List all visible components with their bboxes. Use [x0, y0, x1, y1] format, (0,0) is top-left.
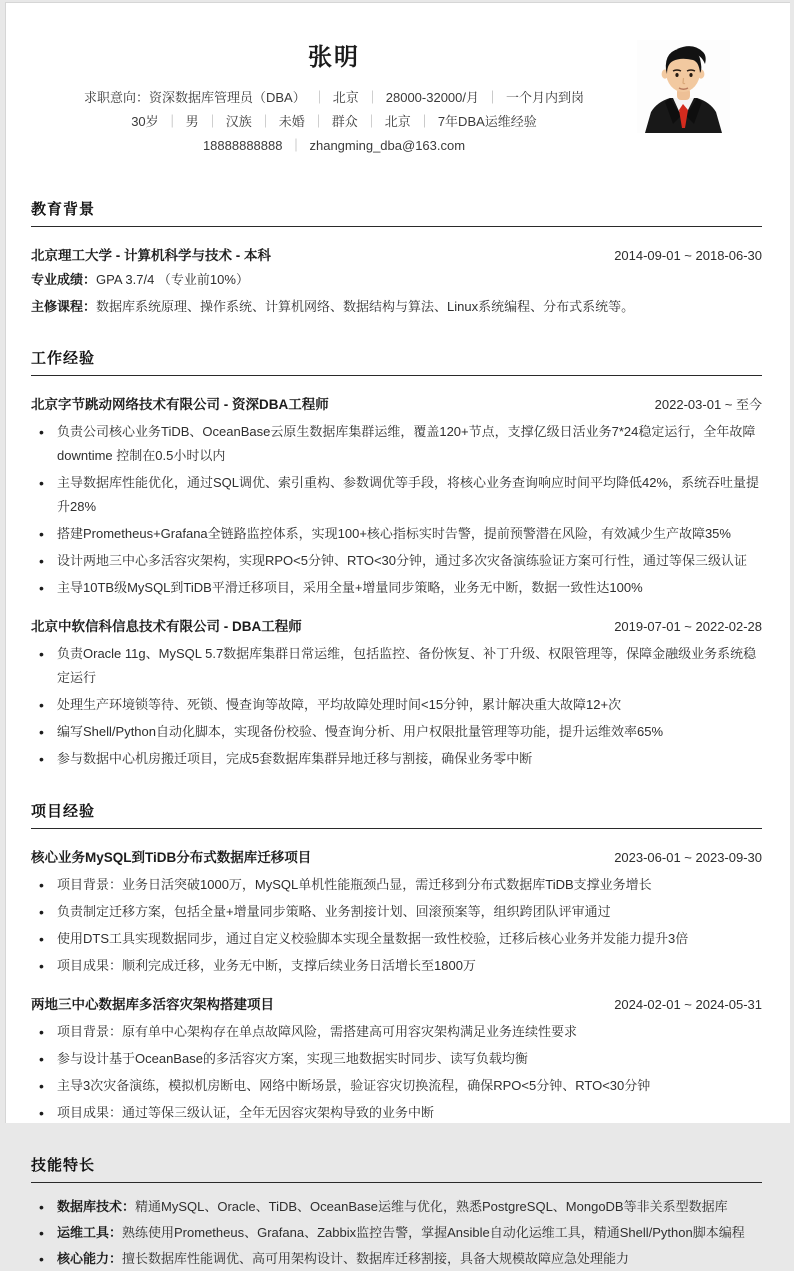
- section-skills: [31, 1154, 762, 1271]
- personal-info-line: [31, 110, 637, 134]
- job-bullet: • 参与数据中心机房搬迁项目，完成5套数据库集群异地迁移与割接，确保业务零中断: [31, 747, 762, 771]
- section-title-skills: 技能特长: [31, 1157, 96, 1174]
- job-bullet: • 搭建Prometheus+Grafana全链路监控体系，实现100+核心指标实时告警，提前预警潜在风险，有效减少生产故障35%: [31, 522, 762, 546]
- contact-line: [31, 134, 637, 158]
- email-address: zhangming_dba@163.com: [309, 138, 466, 153]
- skills-bullet-list: [31, 1195, 762, 1271]
- separator: ｜: [289, 138, 303, 153]
- avatar-illustration: [637, 40, 730, 133]
- school-degree-line: 北京理工大学 - 计算机科学与技术 - 本科: [31, 248, 271, 263]
- candidate-name: 张明: [308, 44, 360, 71]
- project-bullet: • 项目成果：通过等保三级认证，全年无因容灾架构导致的业务中断: [31, 1101, 762, 1125]
- separator: ｜: [364, 114, 378, 129]
- availability: 一个月内到岗: [506, 90, 585, 105]
- separator: ｜: [365, 90, 379, 105]
- company-position-line: 北京中软信科信息技术有限公司 - DBA工程师: [31, 619, 302, 634]
- job-bullet: • 负责Oracle 11g、MySQL 5.7数据库集群日常运维，包括监控、备份恢复、补丁升级、权限管理等，保障金融级业务系统稳定运行: [31, 642, 762, 690]
- job-entry: [31, 393, 762, 600]
- skill-text: 熟练使用Prometheus、Grafana、Zabbix监控告警，掌握Ansible自动化运维工具，精通Shell/Python脚本编程: [122, 1225, 745, 1240]
- project-bullet: • 使用DTS工具实现数据同步，通过自定义校验脚本实现全量数据一致性校验，迁移后核心业务并发能力提升3倍: [31, 927, 762, 951]
- education-entry: [31, 244, 762, 318]
- salary-expectation: 28000-32000/月: [385, 90, 479, 105]
- job-bullet-list: [31, 642, 762, 771]
- separator: ｜: [486, 90, 500, 105]
- phone-number: 18888888888: [202, 138, 283, 153]
- separator: ｜: [205, 114, 219, 129]
- header-text-block: [31, 37, 637, 158]
- job-bullet: • 处理生产环境锁等待、死锁、慢查询等故障，平均故障处理时间<15分钟，累计解决重大故障12+次: [31, 693, 762, 717]
- separator: ｜: [417, 114, 431, 129]
- job-bullet-list: [31, 420, 762, 600]
- project-entry-head: [31, 846, 762, 866]
- city: 北京: [332, 90, 359, 105]
- separator: ｜: [258, 114, 272, 129]
- project-name: 核心业务MySQL到TiDB分布式数据库迁移项目: [31, 850, 312, 865]
- marital-status: 未婚: [278, 114, 305, 129]
- gpa-row: [31, 268, 762, 291]
- section-education: [31, 198, 762, 318]
- section-work-experience: [31, 347, 762, 771]
- job-bullet: • 负责公司核心业务TiDB、OceanBase云原生数据库集群运维，覆盖120+节点，支撑亿级日活业务7*24稳定运行，全年故障 downtime 控制在0.5小时以内: [31, 420, 762, 468]
- resume-page: [5, 2, 790, 1266]
- project-bullet: • 项目背景：业务日活突破1000万，MySQL单机性能瓶颈凸显，需迁移到分布式数据库TiDB支撑业务增长: [31, 873, 762, 897]
- job-bullet: • 设计两地三中心多活容灾架构，实现RPO<5分钟、RTO<30分钟，通过多次灾备演练验证方案可行性，通过等保三级认证: [31, 549, 762, 573]
- gpa-label: 专业成绩：: [31, 272, 97, 287]
- project-bullet-list: [31, 1020, 762, 1125]
- project-name: 两地三中心数据库多活容灾架构搭建项目: [31, 997, 274, 1012]
- project-bullet: • 负责制定迁移方案，包括全量+增量同步策略、业务割接计划、回滚预案等，组织跨团队评审通过: [31, 900, 762, 924]
- skill-label: 运维工具：: [57, 1225, 123, 1240]
- age: 30岁: [131, 114, 159, 129]
- job-entry-head: [31, 615, 762, 635]
- courses-row: [31, 295, 762, 318]
- section-divider: [31, 375, 762, 376]
- job-date-range: 2019-07-01 ~ 2022-02-28: [614, 619, 762, 634]
- job-date-range: 2022-03-01 ~ 至今: [654, 397, 762, 412]
- education-entry-head: [31, 244, 762, 264]
- objective-text: 求职意向：资深数据库管理员（DBA）: [83, 90, 306, 105]
- skill-item: [31, 1247, 762, 1271]
- location: 北京: [384, 114, 411, 129]
- skill-text: 擅长数据库性能调优、高可用架构设计、数据库迁移割接，具备大规模故障应急处理能力: [122, 1251, 630, 1266]
- education-date-range: 2014-09-01 ~ 2018-06-30: [614, 248, 762, 263]
- job-bullet: • 编写Shell/Python自动化脚本，实现备份校验、慢查询分析、用户权限批量管理等功能，提升运维效率65%: [31, 720, 762, 744]
- section-divider: [31, 226, 762, 227]
- section-title-work: 工作经验: [31, 350, 96, 367]
- section-divider: [31, 828, 762, 829]
- project-bullet-list: [31, 873, 762, 978]
- job-entry: [31, 615, 762, 771]
- company-position-line: 北京字节跳动网络技术有限公司 - 资深DBA工程师: [31, 397, 329, 412]
- separator: ｜: [312, 90, 326, 105]
- objective-line: [31, 86, 637, 110]
- job-entry-head: [31, 393, 762, 413]
- section-title-projects: 项目经验: [31, 803, 96, 820]
- gpa-value: GPA 3.7/4 （专业前10%）: [96, 272, 249, 287]
- section-projects: [31, 800, 762, 1125]
- job-bullet: • 主导数据库性能优化，通过SQL调优、索引重构、参数调优等手段，将核心业务查询响应时间平均降低42%，系统吞吐量提升28%: [31, 471, 762, 519]
- resume-header: [31, 37, 762, 169]
- skill-label: 核心能力：: [57, 1251, 123, 1266]
- project-date-range: 2023-06-01 ~ 2023-09-30: [614, 850, 762, 865]
- political-status: 群众: [331, 114, 358, 129]
- skill-label: 数据库技术：: [57, 1199, 136, 1214]
- project-date-range: 2024-02-01 ~ 2024-05-31: [614, 997, 762, 1012]
- project-bullet: • 主导3次灾备演练，模拟机房断电、网络中断场景，验证容灾切换流程，确保RPO<5分钟、RTO<30分钟: [31, 1074, 762, 1098]
- separator: ｜: [311, 114, 325, 129]
- courses-value: 数据库系统原理、操作系统、计算机网络、数据结构与算法、Linux系统编程、分布式系统等。: [96, 299, 635, 314]
- project-entry-head: [31, 993, 762, 1013]
- ethnicity: 汉族: [225, 114, 252, 129]
- job-bullet: • 主导10TB级MySQL到TiDB平滑迁移项目，采用全量+增量同步策略，业务无中断，数据一致性达100%: [31, 576, 762, 600]
- project-bullet: • 项目背景：原有单中心架构存在单点故障风险，需搭建高可用容灾架构满足业务连续性要求: [31, 1020, 762, 1044]
- section-divider: [31, 1182, 762, 1183]
- skill-item: [31, 1195, 762, 1219]
- project-entry: [31, 846, 762, 978]
- gender: 男: [185, 114, 199, 129]
- project-bullet: • 参与设计基于OceanBase的多活容灾方案，实现三地数据实时同步、读写负载均衡: [31, 1047, 762, 1071]
- skill-text: 精通MySQL、Oracle、TiDB、OceanBase运维与优化，熟悉PostgreSQL、MongoDB等非关系型数据库: [135, 1199, 728, 1214]
- project-bullet: • 项目成果：顺利完成迁移，业务无中断，支撑后续业务日活增长至1800万: [31, 954, 762, 978]
- skill-item: [31, 1221, 762, 1245]
- candidate-photo: [637, 40, 730, 133]
- courses-label: 主修课程：: [31, 299, 97, 314]
- project-entry: [31, 993, 762, 1125]
- separator: ｜: [165, 114, 179, 129]
- section-title-education: 教育背景: [31, 201, 96, 218]
- experience-years: 7年DBA运维经验: [437, 114, 537, 129]
